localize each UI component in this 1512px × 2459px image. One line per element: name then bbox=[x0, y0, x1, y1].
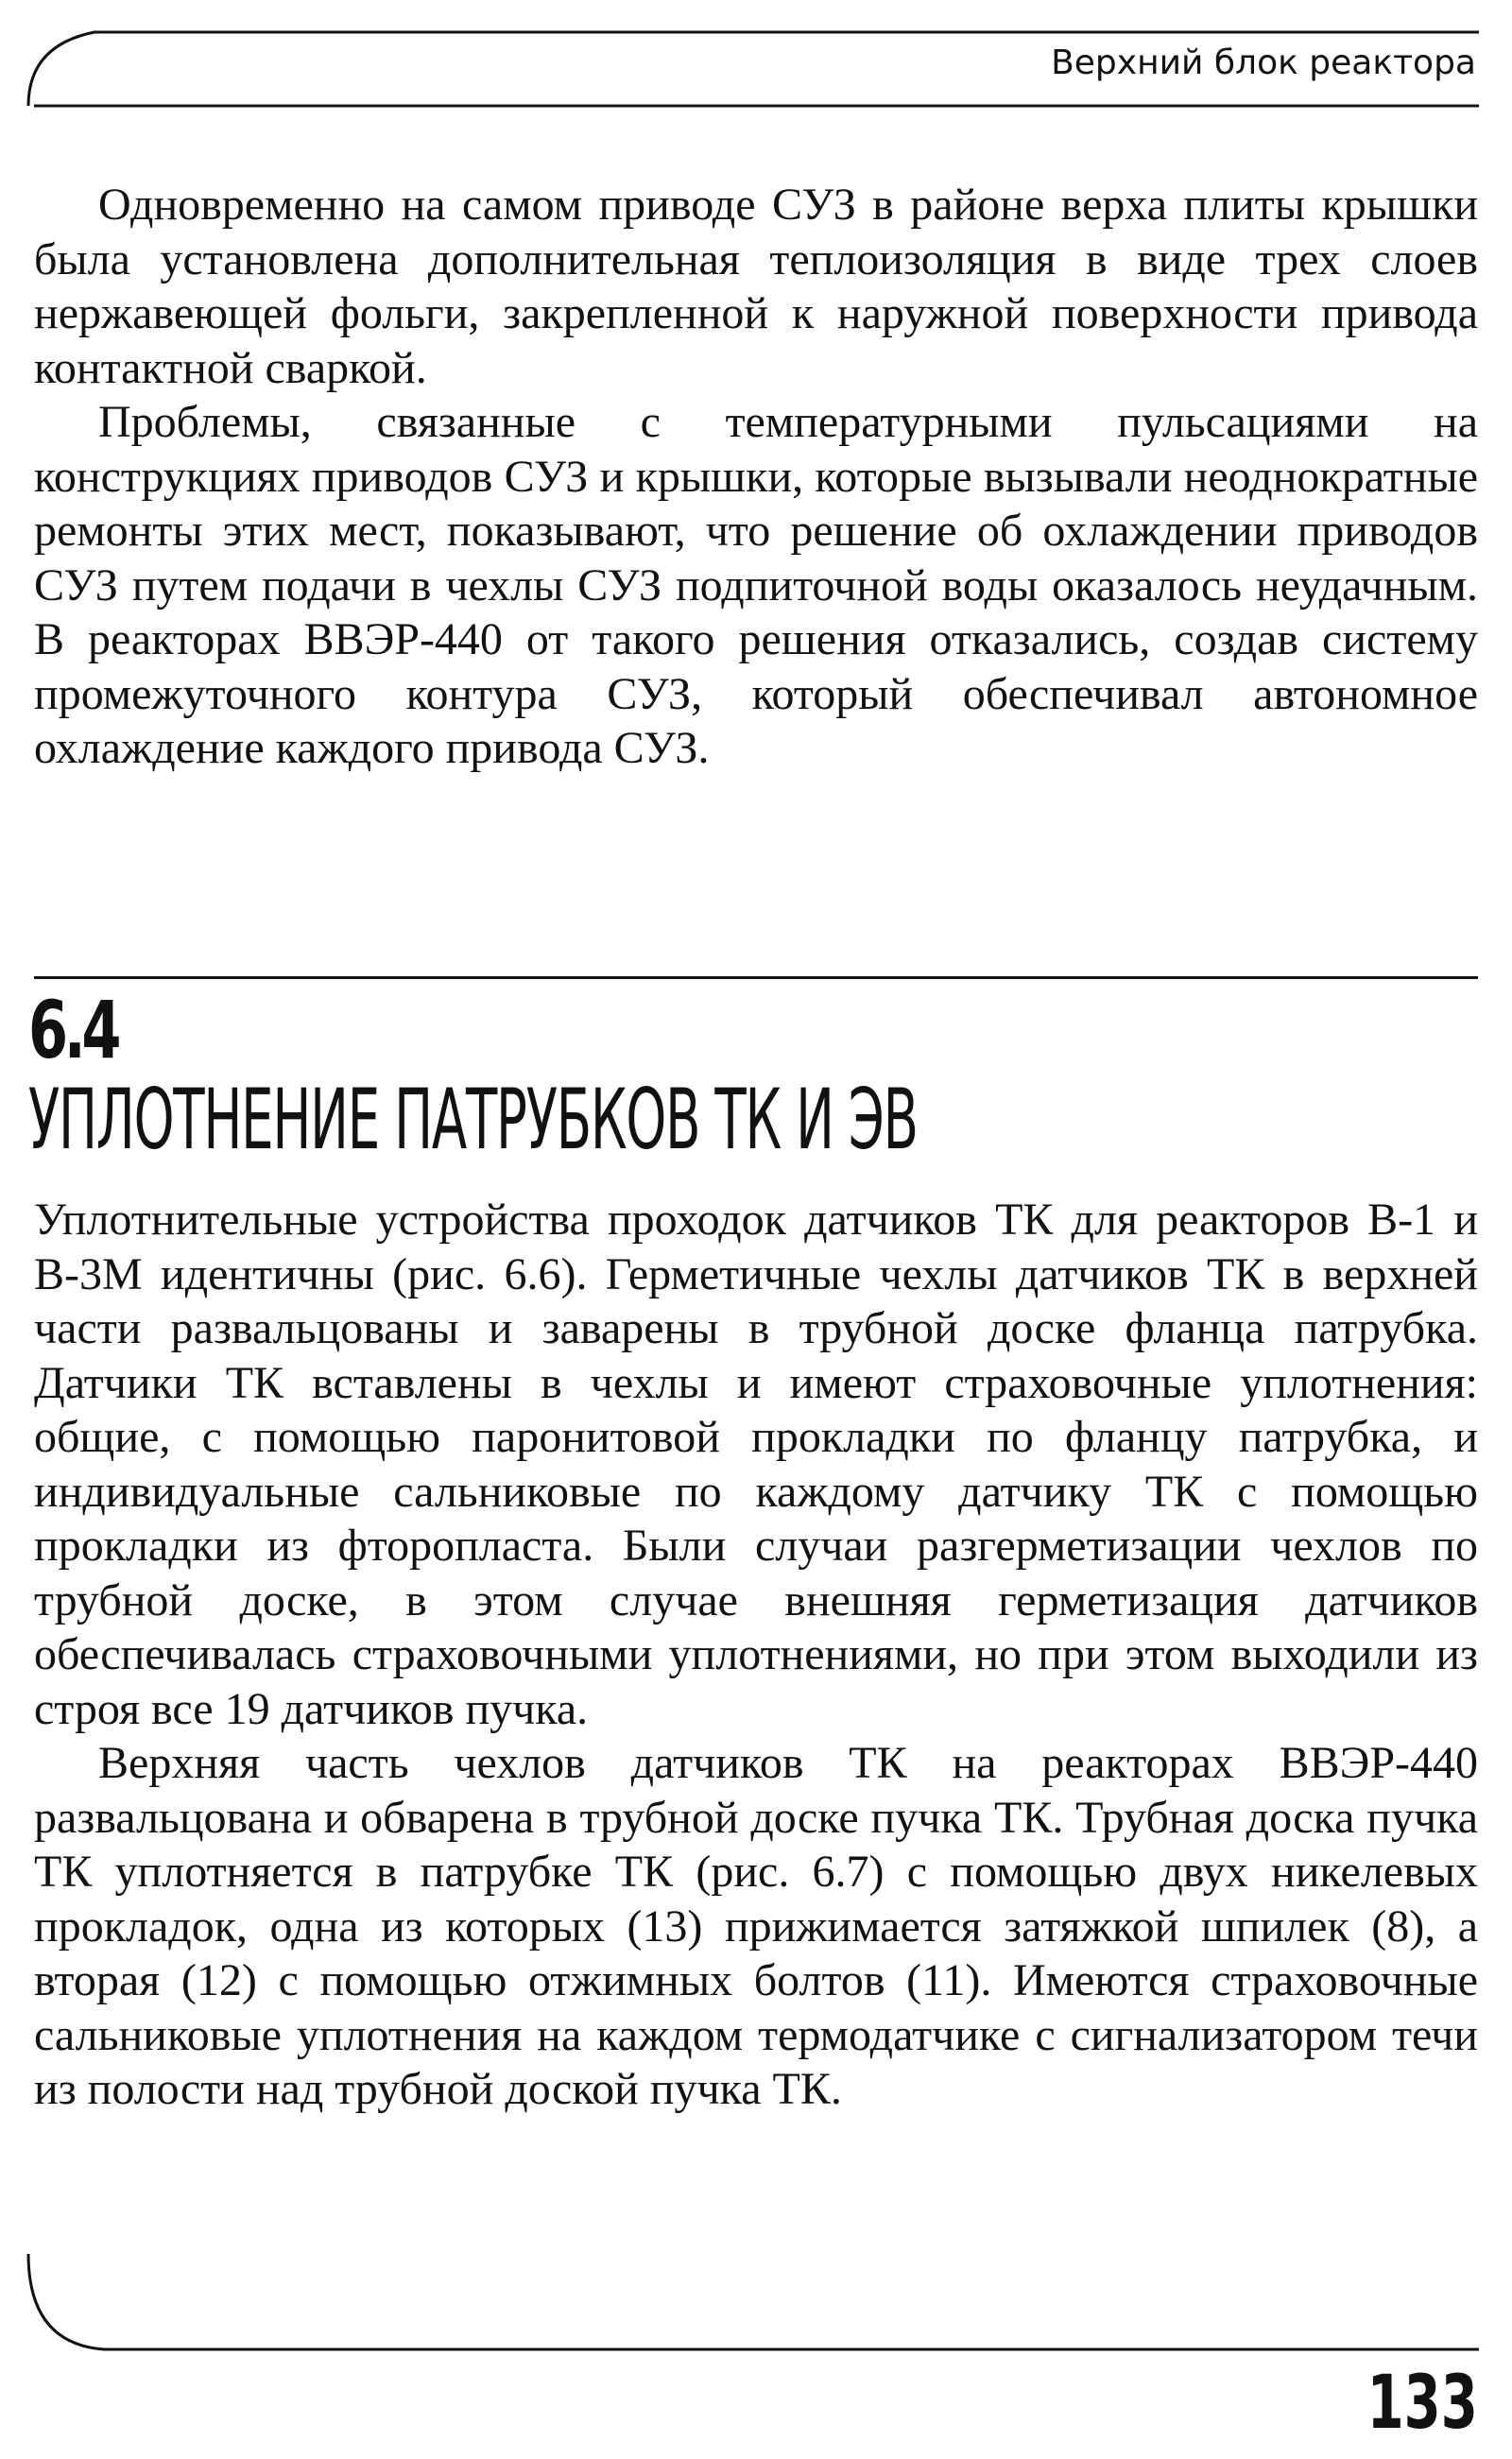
page-number: 133 bbox=[1366, 2361, 1478, 2446]
intro-paragraph-2: Проблемы, связанные с температурными пульсациями на конструкциях приводов СУЗ и крышки, которые вызывали неоднократные ремонты этих мест, показывают, что решение об охлаждении приводов СУЗ путем подачи в чехлы СУЗ подпиточной воды оказалось неудачным. В реакторах ВВЭР-440 от такого решения отказались, создав систему промежуточного контура СУЗ, который обеспечивал автономное охлаждение каждого привода СУЗ. bbox=[34, 397, 1478, 773]
running-title: Верхний блок реактора bbox=[1051, 43, 1476, 82]
section-paragraph-1: Уплотнительные устройства проходок датчиков ТК для реакторов В-1 и В-3М идентичны (рис. 6.6). Герметичные чехлы датчиков ТК в верхней части развальцованы и заварены в трубной доске фланца патрубка. Датчики ТК вставлены в чехлы и имеют страховочные уплотнения: общие, с помощью паронитовой прокладки по фланцу патрубка, и индивидуальные сальниковые по каждому датчику ТК с помощью прокладки из фторопласта. Были случаи разгерметизации чехлов по трубной доске, в этом случае внешняя герметизация датчиков обеспечивалась страховочными уплотнениями, но при этом выходили из строя все 19 датчиков пучка. bbox=[34, 1195, 1478, 1734]
section-paragraph-2: Верхняя часть чехлов датчиков ТК на реакторах ВВЭР-440 развальцована и обварена в трубной доске пучка ТК. Трубная доска пучка ТК уплотняется в патрубке ТК (рис. 6.7) с помощью двух никелевых прокладок, одна из которых (13) прижимается затяжкой шпилек (8), а вторая (12) с помощью отжимных болтов (11). Имеются страховочные сальниковые уплотнения на каждом термодатчике с сигнализатором течи из полости над трубной доской пучка ТК. bbox=[34, 1738, 1478, 2114]
intro-paragraph-1: Одновременно на самом приводе СУЗ в районе верха плиты крышки была установлена дополнительная теплоизоляция в виде трех слоев нержавеющей фольги, закрепленной к наружной поверхности привода контактной сваркой. bbox=[34, 180, 1478, 393]
intro-text bbox=[34, 178, 1478, 776]
section-number: 6.4 bbox=[28, 984, 118, 1076]
section-text bbox=[34, 1193, 1478, 2117]
section-title: УПЛОТНЕНИЕ ПАТРУБКОВ ТК И ЭВ bbox=[28, 1071, 918, 1168]
section-divider bbox=[34, 976, 1478, 979]
